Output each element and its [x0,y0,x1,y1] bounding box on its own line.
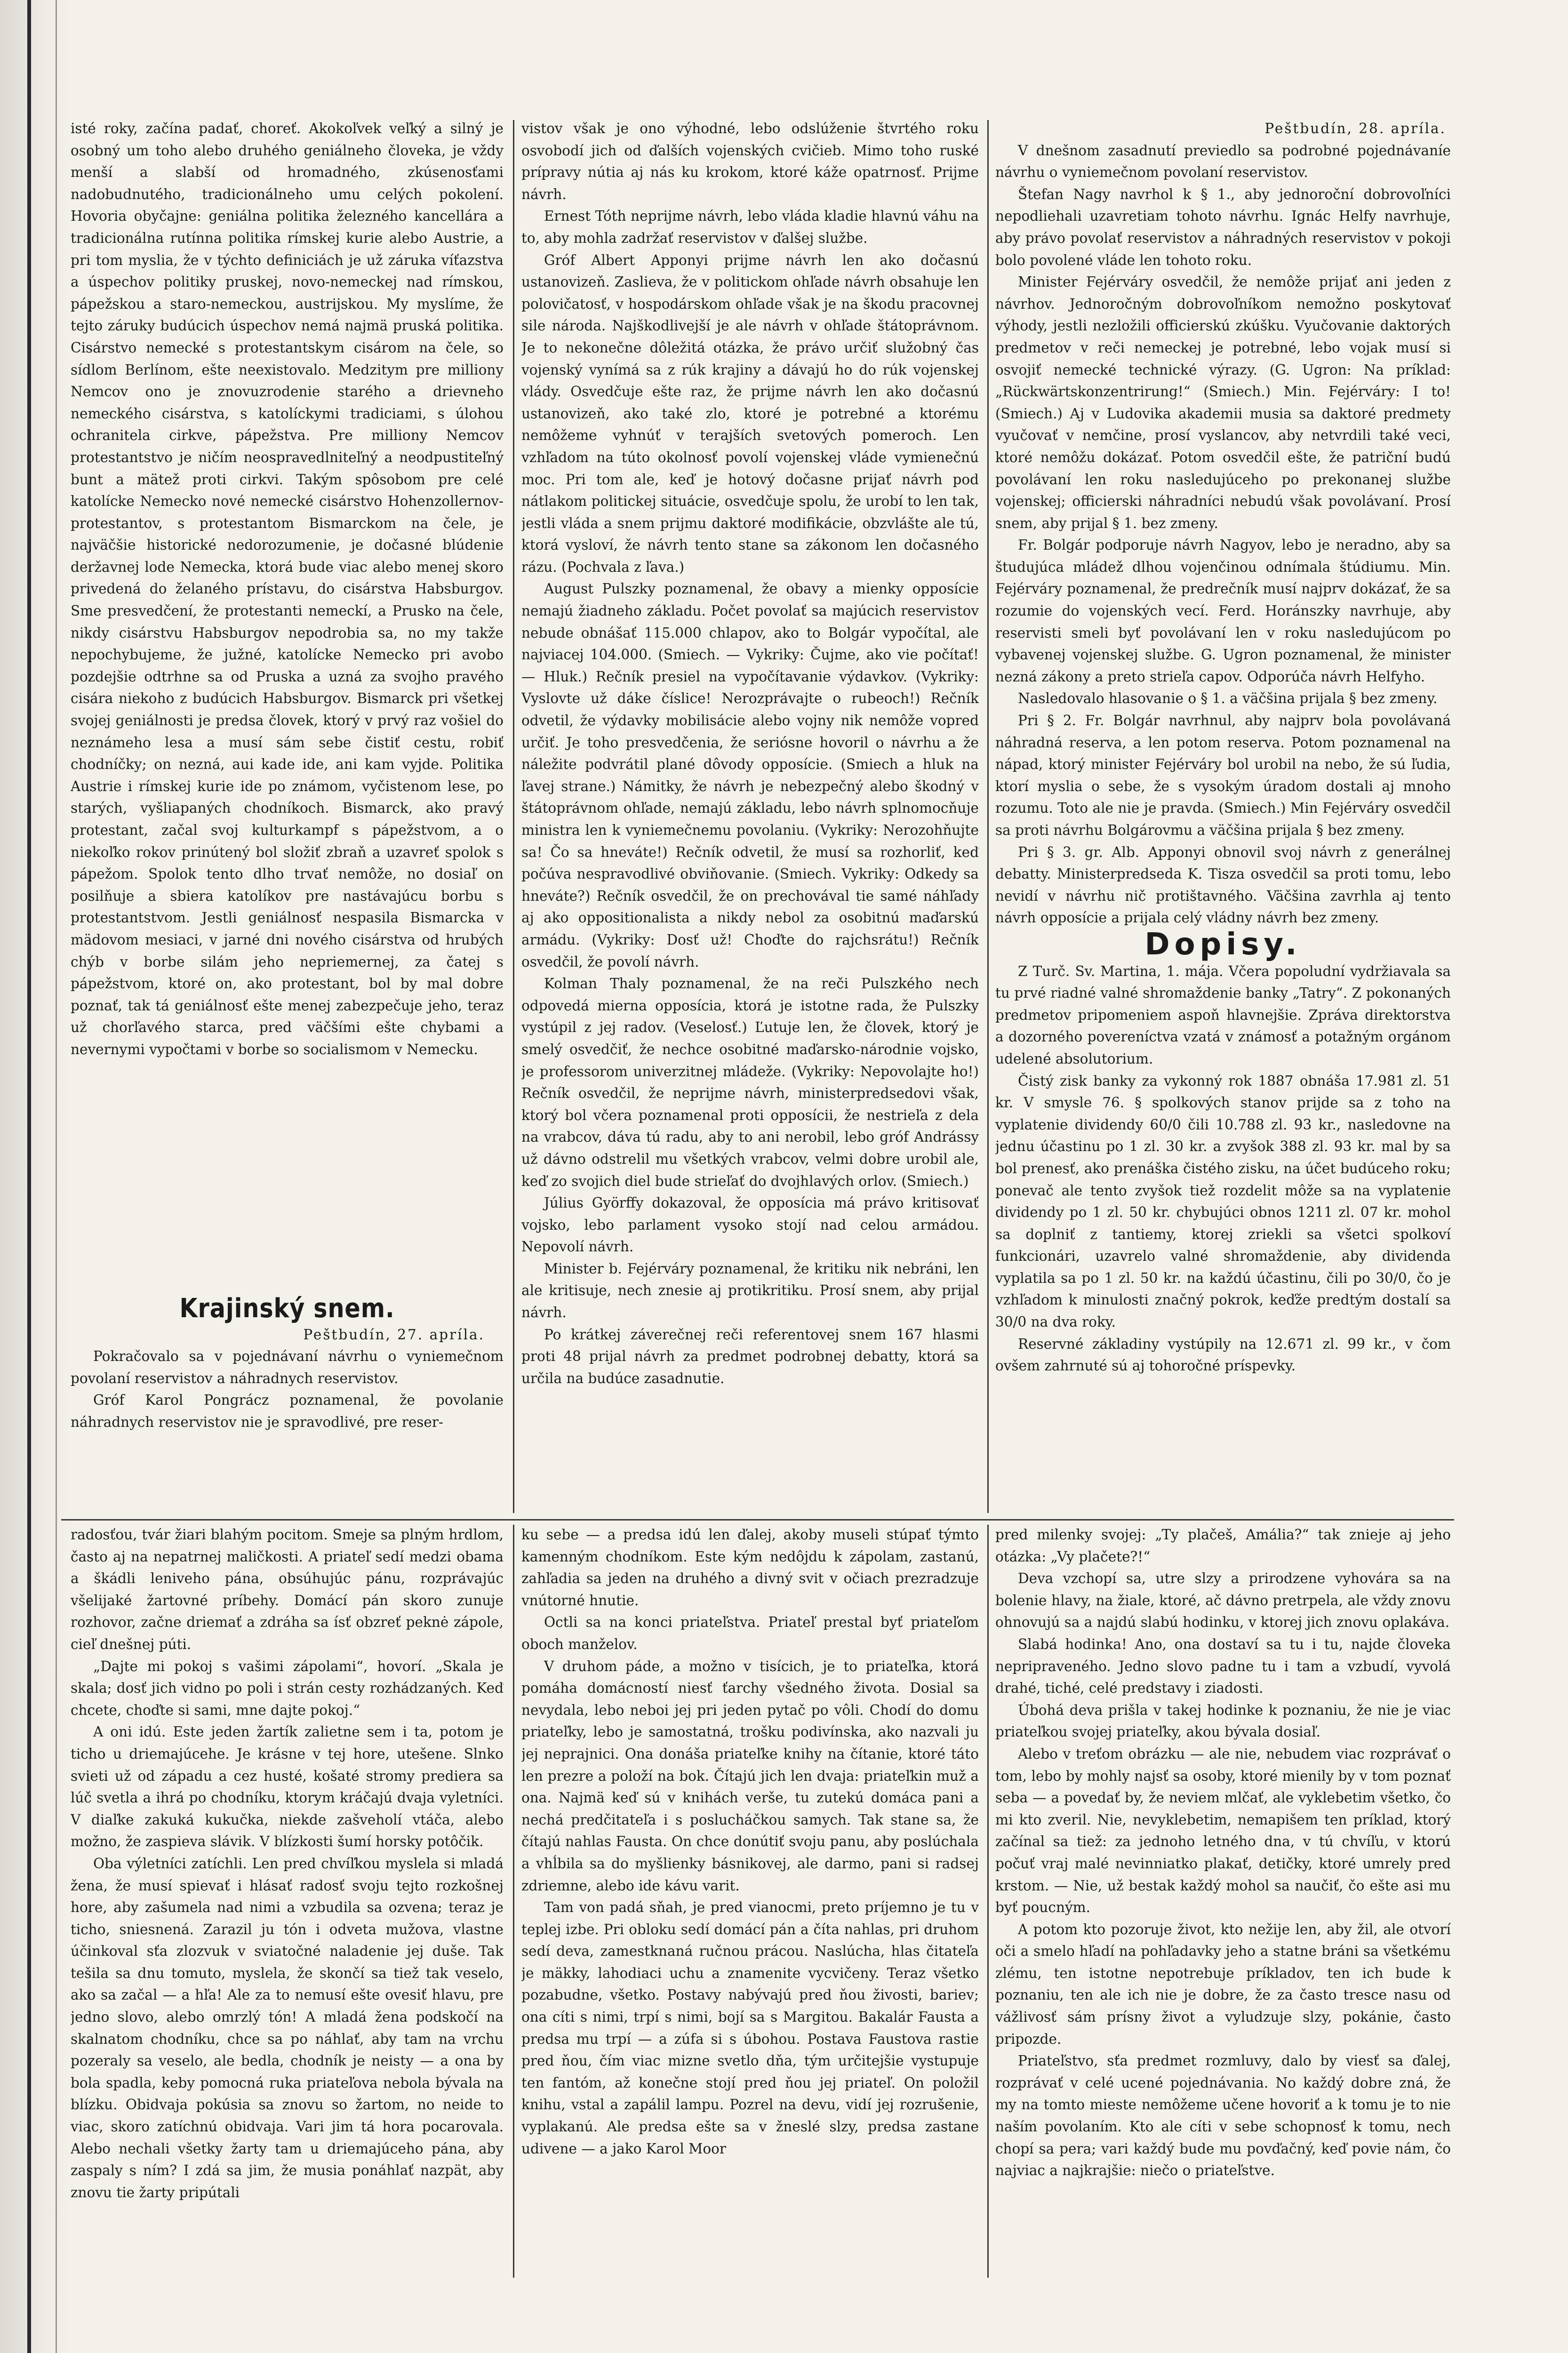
paragraph: Július Györffy dokazoval, že opposícia má právo kritisovať vojsko, lebo parlament vysoko stojí nad celou armádou. Nepovolí návrh. [521,1195,979,1255]
paragraph: Gróf Albert Apponyi prijme návrh len ako dočasnú ustanovizeň. Zaslieva, že v politickom ohľade návrh obsahuje len polovičatosť, v hospodárskom ohľade však je na škodu pracovnej sile národa. Najškodlivejší je ale návrh v ohľade štátoprávnom. Je to nekonečne dôležitá otázka, že právo určiť služobný čas vojenský vynímá sa z rúk krajiny a dávajú ho do rúk vojenskej vlády. Osvedčuje ešte raz, že prijme návrh len ako dočasnú ustanovizeň, ako také zlo, ktoré je potrebné a ktorému nemôžeme vyhnúť v terajších svetových pomeroch. Len vzhľadom na túto okolnosť povolí vojenskej vláde vymienečnú moc. Pri tom ale, keď je hotový dočasne prijať návrh pod nátlakom politickej situácie, osvedčuje spolu, že urobí to len tak, jestli vláda a snem prijmu daktoré modifikácie, obzvlášte ale tú, ktorá vysloví, že návrh tento stane sa zákonom len dočasného rázu. (Pochvala z ľava.) [521,252,979,575]
paragraph: Alebo v treťom obrázku — ale nie, nebudem viac rozprávať o tom, lebo by mohly najsť sa osoby, ktoré mienily by v tom poznať seba — a povedať by, že neviem mlčať, ale vyklebetim všetko, čo mi kto zveril. Nie, nevyklebetim, nemapišem ten príklad, ktorý začínal sa tiež: za jednoho letného dna, v tú chvíľu, v ktorú počuť vraj malé nevinniatko plakať, detičky, ktoré umrely pred krstom. — Nie, už bestak každý mohol sa naučiť, čo ešte asi mu byť poucným. [995,1745,1451,1916]
paragraph: ku sebe — a predsa idú len ďalej, akoby museli stúpať týmto kamenným chodníkom. Este kým nedôjdu k zápolam, zastanú, zahľadia sa jeden na druhého a divný svit v očiach prezradzuje vnútorné hnutie. [521,1527,979,1609]
column-rule [513,120,514,1513]
section-body [995,140,1451,929]
paragraph: Tam von padá sňah, je pred vianocmi, preto príjemno je tu v teplej izbe. Pri obloku sedí domácí pán a číta nahlas, pri druhom sedí deva, zamestknaná ručnou prácou. Naslúcha, hlas čitateľa je mäkky, lahodiaci uchu a znamenite vycvičeny. Teraz všetko pozabudne, všetko. Postavy nabývajú pred ňou živosti, bariev; ona cíti s nimi, trpí s nimi, bojí sa s Margitou. Bakalár Fausta a predsa mu trpí — a zúfa si s úbohou. Postava Faustova rastie pred ňou, čím viac mizne svetlo dňa, tým určitejšie vystupuje ten fantóm, až konečne stojí pred ňou jej priateľ. On položil knihu, vstal a zapálil lampu. Pozrel na devu, vidí jej rozrušenie, vyplakanú. Ale predsa ešte sa v žneslé slzy, predsa zastane udivene — a jako Karol Moor [521,1899,979,2157]
heading-krajinsky-snem: Krajinský snem. [179,1293,395,1324]
paragraph: pred milenky svojej: „Ty plačeš, Amália?“ tak znieje aj jeho otázka: „Vy plačete?!“ [995,1527,1451,1565]
section-dopisy-body [995,960,1451,1377]
paragraph: Štefan Nagy navrhol k § 1., aby jednoroční dobrovoľníci nepodliehali uzavretiam tohoto návrhu. Ignác Helfy navrhuje, aby právo povolať reservistov a náhradných reservistov v pokoji bolo povolené vláde len tohoto roku. [995,186,1451,268]
column-middle-lower [521,1524,979,2277]
paragraph: A oni idú. Este jeden žartík zalietne sem i ta, potom je ticho u driemajúcehe. Je krásne v tej hore, utešene. Slnko svieti už od západu a cez husté, košaté stromy prediera sa lúč svetla a ihrá po chodníku, ktorym kráčajú dvaja vyletníci. V diaľke zakuká kukučka, niekde zašveholí vtáčа, alebo možno, že zaspieva slávik. V blízkosti šumí horsky potôčik. [71,1724,504,1850]
section-krajinsky-snem [71,1289,504,1515]
paragraph: V dnešnom zasadnutí previedlo sa podrobné pojednávaníe návrhu o vyniemečnom povolaní reservistov. [995,142,1451,181]
binding-line-thin [56,0,57,2353]
paragraph: A potom kto pozoruje život, kto nežije len, aby žil, ale otvorí oči a smelo hľadí na pohľadavky jeho a statne bráni sa všetkému zlému, ten istotne nepotrebuje príkladov, ten ich bude k poznaniu, ten ale ich nie je dobre, že za často tresce nasu od vážlivosť sám prísny život a vyludzuje slzy, pokánie, často pripozde. [995,1921,1451,2047]
paragraph: Deva vzchopí sa, utre slzy a prirodzene vyhovára sa na bolenie hlavy, na žiale, ktoré, ač dávno pretrpela, ale vždy znovu ohnovujú sa a najdú slabú hodinku, v ktorej jich znovu oplakáva. [995,1570,1451,1631]
paragraph: Minister b. Fejérváry poznamenal, že kritiku nik nebráni, len ale kritisuje, nech znesie aj protikritiku. Prosí snem, aby prijal návrh. [521,1260,979,1321]
paragraph: Kolman Thaly poznamenal, že na reči Pulszkého nech odpovedá mierna opposícia, ktorá je istotne rada, že Pulszky vystúpil z jej radov. (Veselosť.) Ľutuje len, že človek, ktorý je smelý osvedčiť, že nechce osobitné maďarsko-národnie vojsko, je professorom univerzitnej mládeže. (Vykriky: Nepovolajte ho!) Rečník osvedčil, že neprijme návrh, ministerpredsedovi však, ktorý bol včera poznamenal proti opposícii, že nestrieľa z dela na vrabcov, dáva tú radu, aby to ani nerobil, lebo gróf Andrássy už dávno odstrelil mu všetkých vrabcov, velmi dobre urobil ale, keď zo svojich diel bude strieľať do dvojhlavých orlov. (Smiech.) [521,976,979,1189]
page-binding-edge [0,0,71,2353]
paragraph: isté roky, začína padať, choreť. Akokoľvek veľký a silný je osobný um toho alebo druhého geniálneho človeka, je vždy menší a slabší od hromadného, zkúsenosťami nadobudnutého, tradicionálneho umu celých pokolení. Hovoria obyčajne: geniálna politika železného kancellára a tradicionálna rutínna politika rímskej kurie alebo Austrie, a pri tom myslia, že v týchto definiciách je už záruka víťazstva a úspechov politiky pruskej, novo-nemeckej nad rímskou, pápežskou a staro-nemeckou, austrijskou. My myslíme, že tejto záruky budúcich úspechov nemá najmä pruská politika. Cisárstvo nemecké s protestantskym cisárom na čele, so sídlom Berlínom, ešte neexistovalo. Medzitym pre milliony Nemcov ono je znovuzrodenie starého a drievneho nemeckého cisárstva, s katolíckymi tradiciami, s úlohou ochranitela cirkve, pápežstva. Pre milliony Nemcov protestantstvo je ničím neospravedlniteľný a neodpustiteľný bunt a mätež proti cirkvi. Takým spôsobom pre celé katolícke Nemecko nové nemecké cisárstvo Hohenzollernov-protestantov, s protestantom Bismarckom na čele, je najväčšie historické nedorozumenie, je dočasné blúdenie deržavnej lode Nemecka, ktorá bude viac alebo menej skoro privedená do želaného prístavu, do cisárstva Habsburgov. Sme presvedčení, že protestanti nemeckí, a Prusko na čele, nikdy cisárstvu Habsburgov nepodrobia sa, no my takže nepochybujeme, že južné, katolícke Nemecko pri avobo pozdejšie odtrhne sa od Pruska a uzná za svojho pravého cisára niekoho z budúcich Habsburgov. Bismarck pri všetkej svojej geniálnosti je predsa človek, ktorý v prvý raz vošiel do neznámeho lesa a musí sám sebe čistiť cestu, robiť chodníčky; on nezná, aui kade ide, ani kam vyjde. Politika Austrie i rímskej kurie ide po známom, vyčistenom lese, po starých, vyšliapaných chodníkoch. Bismarck, ako pravý protestant, začal svoj kulturkampf s pápežstvom, a o niekoľko rokov prinútený bol složiť zbraň a uzavreť spolok s pápežom. Spolok tento dlho trvať nemôže, no dosiaľ on posilňuje a sbiera katolíkov pre nastávajúcu borbu s protestantstvom. Jestli geniálnosť nespasila Bismarcka v mädovom mesiaci, v jarné dni nového cisárstva od hrubých chýb v borbe silám jeho nepriemernej, za čatej s pápežstvom, ktoré on, ako protestant, bol by mal dobre poznať, tak tá geniálnosť ešte menej zabezpečuje jeho, teraz už chorľavého starca, pred väčšími ešte chybami a nevernymi vypočtami v borbe so socialismom v Nemecku. [71,120,504,1057]
column-left-upper [71,118,504,1332]
binding-line [27,0,31,2353]
section-body [71,1345,504,1433]
paragraph: Čistý zisk banky za vykonný rok 1887 obnáša 17.981 zl. 51 kr. V smysle 76. § spolkových stanov prijde sa z toho na vyplatenie dividendy 60/0 čili 10.788 zl. 93 kr., nasledovne na jednu účastinu po 1 zl. 30 kr. a zvyšok 388 zl. 93 kr. mal by sa bol prenesť, ako prenáška čistého zisku, na účet budúceho roku; ponevač ale tento zvyšok tiež rozdelit môže sa na vyplatenie dividendy po 1 zl. 50 kr. chybujúci obnos 1211 zl. 07 kr. mohol sa doplniť z tantiemy, ktorej zriekli sa všetci spolkoví funkcionári, uzavrelo valné shromaždenie, aby dividenda vyplatila sa po 1 zl. 50 kr. na každú účastinu, čili po 30/0, čo je vzhľadom k minulosti značný pokrok, keďže predtým dostalí sa 30/0 na dva roky. [995,1072,1451,1330]
heading-dopisy: Dopisy. [1144,927,1302,962]
column-rule [987,120,989,1513]
paragraph: Octli sa na konci priateľstva. Priateľ prestal byť priateľom obоch manželov. [521,1614,979,1652]
dateline: Peštbudín, 28. apríla. [1264,120,1446,136]
paragraph: Reservné základiny vystúpily na 12.671 zl. 99 kr., v čom ovšem zahrnuté sú aj tohoročné príspevky. [995,1336,1451,1374]
column-rule [987,1525,989,2278]
paragraph: Pokračovalo sa v pojednávaní návrhu o vyniemečnom povolaní reservistov a náhradnych reservistov. [71,1348,504,1386]
paragraph: Pri § 2. Fr. Bolgár navrhnul, aby najprv bola povolávaná náhradná reserva, a len potom reserva. Potom poznamenal na nápad, ktorý minister Fejérváry bol urobil na nebo, že sú ľudia, ktorí myslia o sebe, že s vysokým úradom dostali aj mnoho rozumu. Toto ale nie je pravda. (Smiech.) Min Fejérváry osvedčil sa proti návrhu Bolgárovmu a väčšina prijala § bez zmeny. [995,712,1451,838]
paragraph: August Pulszky poznamenal, že obavy a mienky opposície nemajú žiadneho základu. Počet povolať sa majúcich reservistov nebude obnášať 115.000 chlapov, ako to Bolgár vypočítal, ale najviacej 104.000. (Smiech. — Vykriky: Čujme, ako vie počítať! — Hluk.) Rečník presiel na vypočítavanie výdavkov. (Vykriky: Vyslovte už dáke čísliсе! Nerozprávajte o rubeoch!) Rečník odvetil, že výdavky mobilisácie alebo vojny nik nemôže vopred určiť. Je toho presvedčenia, že seriósne hovoril o návrhu a že náležite podvrátil plané dôvody opposície. (Smiech a hluk na ľavej strane.) Námitky, že návrh je nebezpečný alebo škodný v štátoprávnom ohľade, nemajú základu, lebo návrh splnomocňuje ministra len k vyniemečnemu povolaniu. (Vykriky: Nerozohňujte sa! Čo sa hneváte!) Rečník odvetil, že musí sa rozhorliť, keď počúva nespravodlivé obviňovanie. (Smiech. Vykriky: Odkedy sa hneváte?) Rečník osvedčil, že on prechovával tie samé náhľady aj ako oppositionalista a nikdy nebol za osobitnú maďarskú armádu. (Vykriky: Dosť už! Choďte do rajchsrátu!) Rečník osvedčil, že povolí návrh. [521,581,979,970]
dateline: Peštbudín, 27. apríla. [303,1326,485,1343]
paragraph: Úbohá deva prišla v takej hodinke k poznaniu, že nie je viac priateľkou svojej priateľky, akou bývala dosiaľ. [995,1702,1451,1740]
paragraph: Gróf Karol Pongrácz poznamenal, že povolanie náhradnych reservistov nie je spravodlivé, pre reser- [71,1392,504,1430]
column-right-lower [995,1524,1451,2277]
paragraph: Nasledovalo hlasovanie o § 1. a väčšina prijala § bez zmeny. [1018,690,1438,707]
paragraph: radosťou, tvár žiari blahým pocitom. Smeje sa plným hrdlom, často aj na nepatrnej maličkosti. A priateľ sedí medzi obama a škádli leniveho pána, obsúhujúc pánu, rozprávajúc všelijaké žartovné príbehy. Domácí pán skoro zunuje rozhovor, začne driemať a zdráha sa ísť obzreť peknė zápole, cieľ dnešnej púti. [71,1527,504,1652]
column-rule [513,1525,514,2278]
paragraph: Ernest Tóth neprijme návrh, lebo vláda kladie hlavnú váhu na to, aby mohla zadržať reservistov v ďalšej službe. [521,208,979,246]
paragraph: Po krátkej záverečnej reči referentovej snem 167 hlasmi proti 48 prijal návrh za predmet podrobnej debatty, ktorá sa určila na budúce zasadnutie. [521,1326,979,1386]
paragraph: Minister Fejérváry osvedčil, že nemôže prijať ani jeden z návrhov. Jednoročným dobrovoľníkom nemožno poskytovať výhody, jestli nezložili officierskú zkúšku. Vyučovanie daktorých predmetov v reči nemeckej je potrebné, lebo vojak musí si osvojiť nemecké technické výrazy. (G. Ugron: Na príklad: „Rückwärtskonzentrirung!“ (Smiech.) Min. Fejérváry: I to! (Smiech.) Aj v Ludovika akademii musia sa daktoré predmety vyučovať v nemčine, prosí vyslancov, aby netvrdili také veci, ktoré nemôžu dokázať. Potom osvedčil ešte, že patriční budú povolávaní len roku nasledujúceho po prekonanej službe vojenskej; officierski náhradníci nebudú však povolávaní. Prosí snem, aby prijal § 1. bez zmeny. [995,274,1451,531]
section-divider [61,1519,1454,1521]
column-right-upper [995,118,1451,1511]
paragraph: Fr. Bolgár podporuje návrh Nagyov, lebo je neradno, aby sa študujúca mládež dlhou vojenčinou odnímala štúdiumu. Min. Fejérváry poznamenal, že predrečník musí najprv dokázať, že sa rozumie do vojenských vecí. Ferd. Horánszky navrhuje, aby reservisti smeli byť povolávaní len v roku nasledujúcom po vybavenej vojenskej službe. G. Ugron poznamenal, že minister nezná zákony a preto strieľa capov. Odporúča návrh Helfyho. [995,537,1451,685]
paragraph: Slabá hodinka! Ano, ona dostaví sa tu i tu, najde človeka nepripraveného. Jedno slovo padne tu i tam a vzbudí, vyvolá drahé, tiché, celé predstavy i ziadosti. [995,1636,1451,1697]
paragraph: Pri § 3. gr. Alb. Apponyi obnovil svoj návrh z generálnej debatty. Ministerpredseda K. Tisza osvedčil sa proti tomu, lebo nevidí v návrhu nič protištavného. Väčšina zavrhla aj tento návrh opposície a prijala celý vládny návrh bez zmeny. [995,844,1451,926]
column-left-lower [71,1524,504,2277]
paragraph: „Dajte mi pokoj s vašimi zápolami“, hovorí. „Skala je skala; dosť jich vidno po poli i strán cesty rozhádzaných. Keď chcete, choďte si sami, mne dajte pokoj.“ [71,1658,504,1718]
column-middle-upper [521,118,979,1511]
paragraph: vistov však je ono výhodné, lebo odslúženie štvrtého roku osvobodí jich od ďalších vojenských cvičieb. Mimo toho ruské prípravy nútia aj nás ku krokom, ktoré káže opatrnosť. Prijme návrh. [521,120,979,202]
paragraph: Priateľstvo, sťa predmet rozmluvy, dalo by viesť sa ďalej, rozprávať v celé ucené pojednávania. No každý dobre zná, že my na tomto mieste nemôžeme učene hovoriť a k tomu je to nie naším povolaním. Kto ale cíti v sebe schopnosť k tomu, nech chopí sa pera; vari každý bude mu povďačný, keď povie nám, čo najviac a najkrajšie: niečo o priateľstve. [995,2053,1451,2179]
paragraph: Oba výletníci zatíchli. Len pred chvíľkou myslela si mladá žena, že musí spievať i hlásať radosť svoju tejto rozkošnej hore, aby zašumela nad nimi a vzbudila sa ozvena; teraz je ticho, sniesnená. Zarazil ju tón i odveta mužova, vlastne účinkoval sťa zlozvuk v sviatočné naladenie jej duše. Tak tešila sa dnu tomuto, myslela, že skončí sa tiež tak veselo, ako sa začal — a hľa! Ale za to nemusí ešte ovesiť hlavu, pre jedno slovo, alebo omrzlý tón! A mladá žena podskočí na skalnatom chodníku, chce sa po náhlať, aby tam na vrchu pozeraly sa veselo, ale bedla, chodník je neisty — a ona by bola spadla, keby pomocná ruka priateľova nebola bývala na blízku. Obidvaja pokúsia sa znovu so žartom, no neide to viac, skoro zatíchnú obidvaja. Vari jim tá hora pocarovala. Alebo nechali všetky žarty tam u driemajúceho pána, aby zaspaly s ním? I zdá sa jim, že musia ponáhlať nazpät, aby znovu tie žarty pripútali [71,1855,504,2201]
paragraph: V druhom páde, a možno v tisícich, je to priateľka, ktorá pomáha domácností niesť ťarchy všedného života. Dosial sa nevydala, lebo neboi jej pri jeden pytač po vôli. Chodí do domu priateľky, lebo je samostatná, trošku podivínska, ako nazvali ju jej neprajnici. Ona donáša priateľke knihy na čítanie, ktoré táto len prezre a položí na bok. Čítajú jich len dvaja: priateľkin muž a ona. Najmä keď sú v knihách verše, tu zutekú domáca pani a nechá predčitateľa i s poslucháčkou samych. Tak stane sa, že čítajú nahlas Fausta. On chce donútiť svoju panu, aby poslúchala a vhĺbila sa do myšlienky básnikovej, ale darmo, pani si radsej zdriemne, alebo ide kávu varit. [521,1658,979,1894]
paragraph: Z Turč. Sv. Martina, 1. mája. Včera popoludní vydržiavala sa tu prvé riadné valné shromaždenie banky „Tatry“. Z pokonaných predmetov pripomeniem aspoň hlavnejšie. Zpráva direktorstva a dozorného povereníctva vzatá v známosť a potažným orgánom udelené absolutorium. [995,963,1451,1067]
